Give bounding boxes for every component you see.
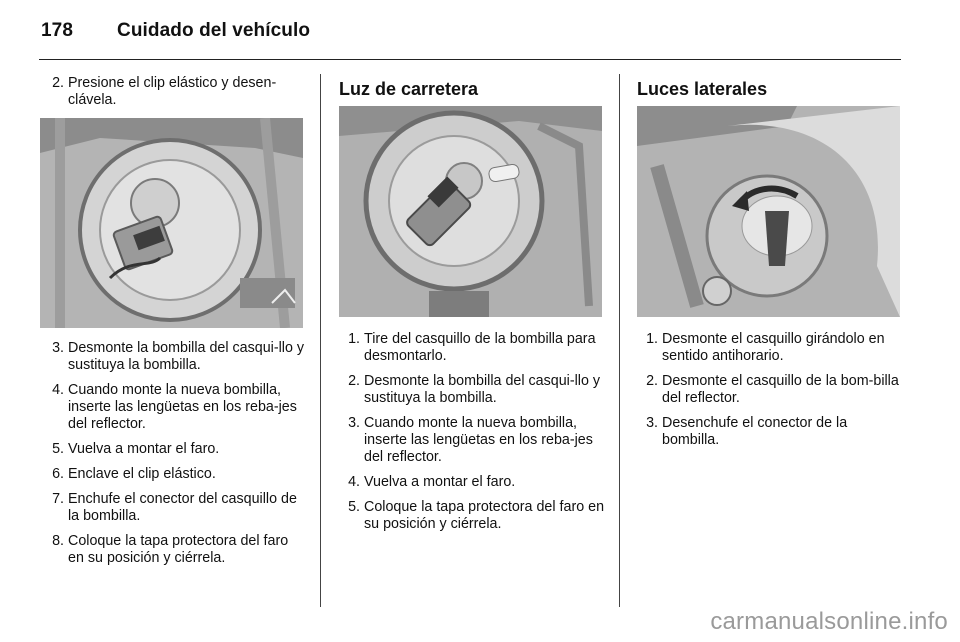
step-item	[44, 382, 308, 433]
step-item	[340, 415, 608, 466]
step-number: 6.	[52, 466, 64, 482]
header-rule	[39, 59, 901, 60]
step-text: Coloque la tapa protectora del faro en su posición y ciérrela.	[364, 499, 605, 532]
page-title: Cuidado del vehículo	[117, 20, 311, 41]
step-number: 2.	[646, 373, 658, 389]
step-number: 1.	[646, 331, 658, 347]
column-1-steps	[44, 340, 308, 575]
page-number: 178	[41, 20, 74, 41]
step-text: Desmonte la bombilla del casqui-llo y sustituya la bombilla.	[364, 373, 601, 406]
step-number: 8.	[52, 533, 64, 549]
page-header	[41, 20, 310, 42]
column-1	[44, 75, 308, 117]
step-number: 4.	[52, 382, 64, 398]
step-number: 4.	[348, 474, 360, 490]
step-number: 5.	[348, 499, 360, 515]
step-number: 2.	[348, 373, 360, 389]
side-lights-photo	[637, 106, 900, 317]
column-divider-2	[619, 74, 620, 607]
step-text: Desmonte la bombilla del casqui-llo y sustituya la bombilla.	[68, 340, 305, 373]
step-item	[340, 474, 608, 491]
high-beam-photo	[339, 106, 602, 317]
step-item	[638, 415, 906, 449]
step-text: Cuando monte la nueva bombilla, inserte las lengüetas en los reba-jes del reflector.	[364, 415, 593, 465]
step-text: Enchufe el conector del casquillo de la bombilla.	[68, 491, 297, 524]
step-item	[44, 466, 308, 483]
step-item	[340, 373, 608, 407]
col1-steps	[44, 340, 308, 567]
col1-intro-steps	[44, 75, 308, 109]
step-item	[638, 373, 906, 407]
bulb-removal-photo	[40, 118, 303, 328]
high-beam-heading: Luz de carretera	[339, 79, 479, 99]
col2-steps	[340, 331, 608, 533]
step-number: 7.	[52, 491, 64, 507]
watermark: carmanualsonline.info	[710, 608, 948, 635]
step-text: Vuelva a montar el faro.	[364, 474, 516, 490]
step-number: 5.	[52, 441, 64, 457]
step-text: Desmonte el casquillo de la bom-billa del reflector.	[662, 373, 899, 406]
step-item	[340, 499, 608, 533]
step-item	[44, 340, 308, 374]
step-item	[340, 331, 608, 365]
step-text: Vuelva a montar el faro.	[68, 441, 220, 457]
step-text: Cuando monte la nueva bombilla, inserte las lengüetas en los reba-jes del reflector.	[68, 382, 297, 432]
step-number: 3.	[646, 415, 658, 431]
column-2	[339, 78, 607, 100]
column-divider-1	[320, 74, 321, 607]
column-2-steps	[340, 331, 608, 541]
step-item	[44, 533, 308, 567]
step-number: 1.	[348, 331, 360, 347]
step-text: Enclave el clip elástico.	[68, 466, 216, 482]
side-lights-heading: Luces laterales	[637, 79, 768, 99]
step-item	[44, 441, 308, 458]
step-text: Coloque la tapa protectora del faro en su posición y ciérrela.	[68, 533, 289, 566]
step-item	[44, 75, 308, 109]
step-number: 3.	[52, 340, 64, 356]
step-text: Desenchufe el conector de la bombilla.	[662, 415, 848, 448]
step-number: 3.	[348, 415, 360, 431]
step-item	[44, 491, 308, 525]
step-text: Desmonte el casquillo girándolo en sentido antihorario.	[662, 331, 885, 364]
step-number: 2.	[52, 75, 64, 91]
column-3	[637, 78, 905, 100]
step-item	[638, 331, 906, 365]
col3-steps	[638, 331, 906, 449]
step-text: Presione el clip elástico y desen-clávela.	[68, 75, 277, 108]
column-3-steps	[638, 331, 906, 457]
step-text: Tire del casquillo de la bombilla para desmontarlo.	[364, 331, 596, 364]
